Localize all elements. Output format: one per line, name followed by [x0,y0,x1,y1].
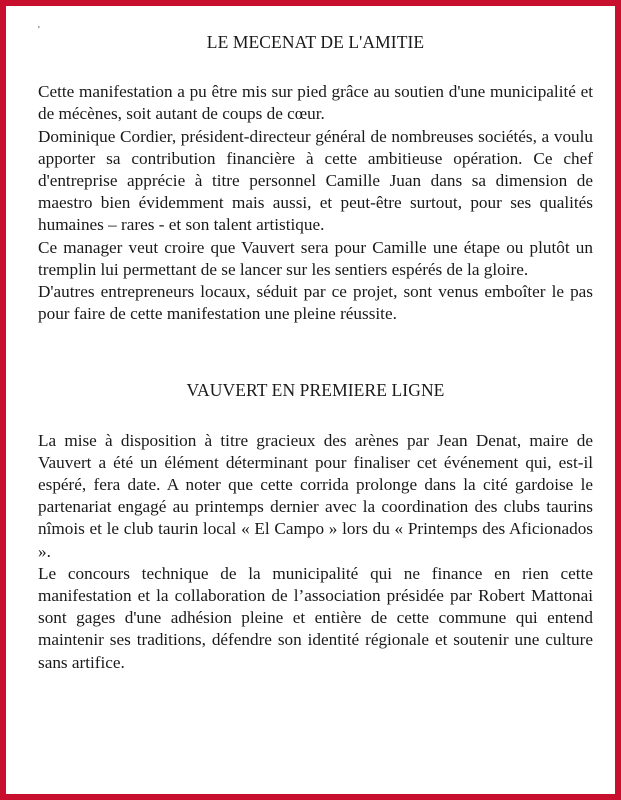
section-vauvert [38,379,593,673]
document-page [12,12,609,788]
stray-mark: ' [38,25,40,36]
paragraph: Cette manifestation a pu être mis sur pied grâce au soutien d'une municipalité et de mécènes, soit autant de coups de cœur. [38,82,593,124]
section-title-mecenat: LE MECENAT DE L'AMITIE [206,32,425,52]
paragraph: Ce manager veut croire que Vauvert sera pour Camille une étape ou plutôt un tremplin lui permettant de se lancer sur les sentiers espérés de la gloire. [38,237,593,279]
paragraph: Dominique Cordier, président-directeur général de nombreuses sociétés, a voulu apporter sa contribution financière à cette ambitieuse opération. Ce chef d'entreprise apprécie à titre personnel Camille Juan dans sa dimension de maestro bien évidemment mais aussi, et peut-être surtout, pour ses qualités humaines – rares - et son talent artistique. [38,126,593,235]
paragraph: D'autres entrepreneurs locaux, séduit par ce projet, sont venus emboîter le pas pour faire de cette manifestation une pleine réussite. [38,282,593,324]
section-mecenat [38,31,593,325]
section-title-vauvert: VAUVERT EN PREMIERE LIGNE [186,380,445,401]
paragraph: La mise à disposition à titre gracieux des arènes par Jean Denat, maire de Vauvert a été un élément déterminant pour finaliser cet événement qui, est-il espéré, fera date. A noter que cette corrida prolonge dans la cité gardoise le partenariat engagé au printemps dernier avec la coordination des clubs taurins nîmois et le club taurin local « El Campo » lors du « Printemps des Aficionados ». [38,430,593,561]
paragraph: Le concours technique de la municipalité qui ne finance en rien cette manifestation et la collaboration de l’association présidée par Robert Mattonai sont gages d'une adhésion pleine et entière de cette commune qui entend maintenir ses traditions, défendre son identité régionale et soutenir une culture sans artifice. [38,563,593,672]
